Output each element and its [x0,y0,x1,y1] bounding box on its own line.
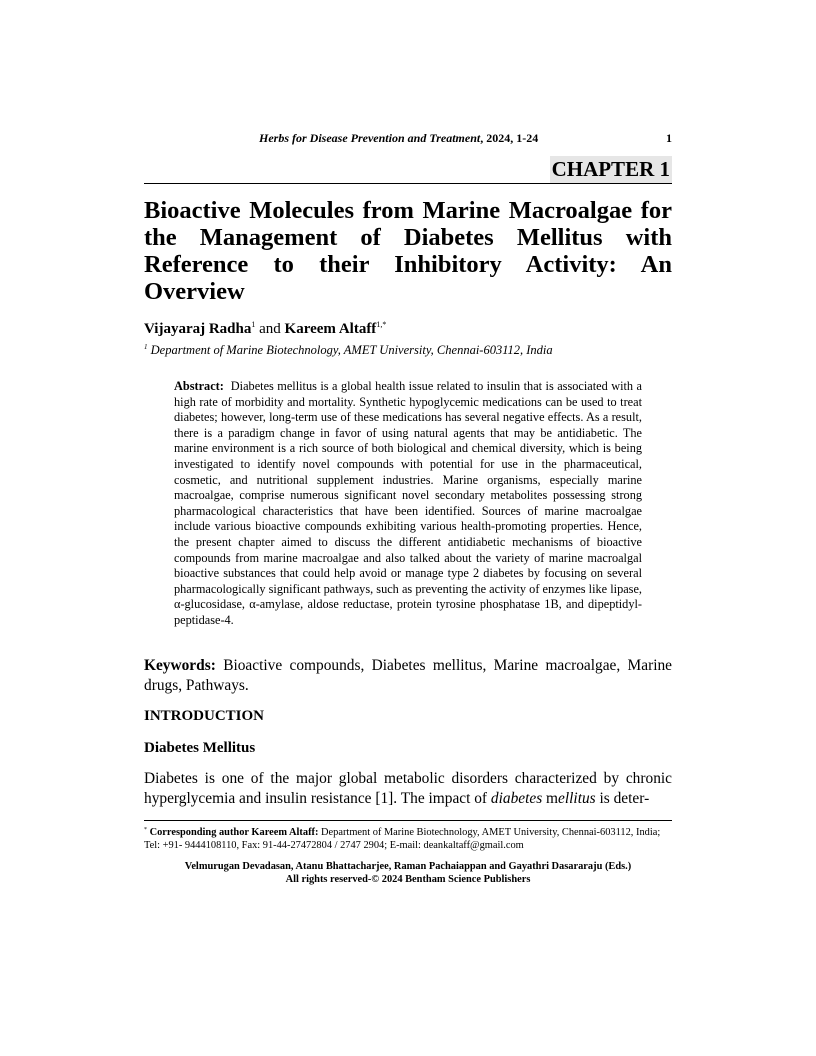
keywords [144,656,672,696]
footnote [144,824,672,852]
footnote-text: Department of Marine Biotechnology, AMET University, Chennai-603112, India; Tel: +91- 9444108110, Fax: 91-44-27472804 / 2747 2904; E-mail: deankaltaff@gmail.com [144,827,661,851]
journal-title: Herbs for Disease Prevention and Treatment, 2024, 1-24 [259,131,539,145]
editors-credit [144,861,672,886]
affiliation [144,339,672,358]
author-affil-mark: 1 [251,320,256,329]
abstract-label: Abstract: [174,379,224,393]
affiliation-mark: 1 [144,343,148,351]
body-paragraph: Diabetes is one of the major global metabolic disorders characterized by chronic hyperglycemia and insulin resistance [1]. The impact of diabetes mellitus is deter- [144,770,672,807]
footnote-divider [144,820,672,821]
author-name: Kareem Altaff [284,321,377,337]
page-number: 1 [666,131,672,145]
keywords-label: Keywords: [144,657,216,674]
author-line [144,315,672,339]
author-affil-mark: 1,* [376,320,387,329]
chapter-label: CHAPTER 1 [551,157,670,181]
section-heading: INTRODUCTION [144,708,265,724]
author-name: Vijayaraj Radha [144,321,252,337]
affiliation-text: Department of Marine Biotechnology, AMET University, Chennai-603112, India [147,343,553,357]
abstract-text: Diabetes mellitus is a global health issue related to insulin that is associated with a high rate of morbidity and mortality. Synthetic hypoglycemic medications can be used to treat diabetes; however, long-term use of these medications has several negative effects. As a result, there is a paradigm change in favor of using natural agents that may be antidiabetic. The marine environment is a rich source of both biological and chemical diversity, which is being investigated to identify novel compounds with potential for use in the pharmaceutical, cosmetic, and nutritional supplement industries. Marine organisms, especially marine macroalgae, comprise numerous significant novel secondary metabolites possessing strong pharmacological characteristics that have been identified. Sources of marine macroalgae include various bioactive compounds exhibiting various health-promoting properties. Hence, the present chapter aimed to discuss the different antidiabetic mechanisms of bioactive compounds from marine macroalgae and also talked about the variety of marine macroalgal bioactive substances that could help avoid or manage type 2 diabetes by focusing on several pharmacologically significant pathways, such as preventing the activity of enzymes like lipase, α-glucosidase, α-amylase, aldose reductase, protein tyrosine phosphatase 1B, and dipeptidyl-peptidase-4. [174,379,642,627]
keywords-text: Bioactive compounds, Diabetes mellitus, Marine macroalgae, Marine drugs, Pathways. [144,657,672,694]
footnote-mark: * [144,827,147,833]
chapter-title: Bioactive Molecules from Marine Macroalgae for the Management of Diabetes Mellitus with Reference to their Inhibitory Activity: An Overview [144,197,672,305]
footnote-label: Corresponding author Kareem Altaff: [149,827,319,838]
editors-line: Velmurugan Devadasan, Atanu Bhattacharjee, Raman Pachaiappan and Gayathri Dasararaju (Eds.) [184,861,632,872]
running-header [144,131,672,149]
subsection-heading: Diabetes Mellitus [144,740,256,756]
chapter-banner [144,156,672,184]
author-conjunction: and [255,321,285,337]
copyright-line: All rights reserved-© 2024 Bentham Science Publishers [285,873,531,885]
abstract [174,379,642,629]
